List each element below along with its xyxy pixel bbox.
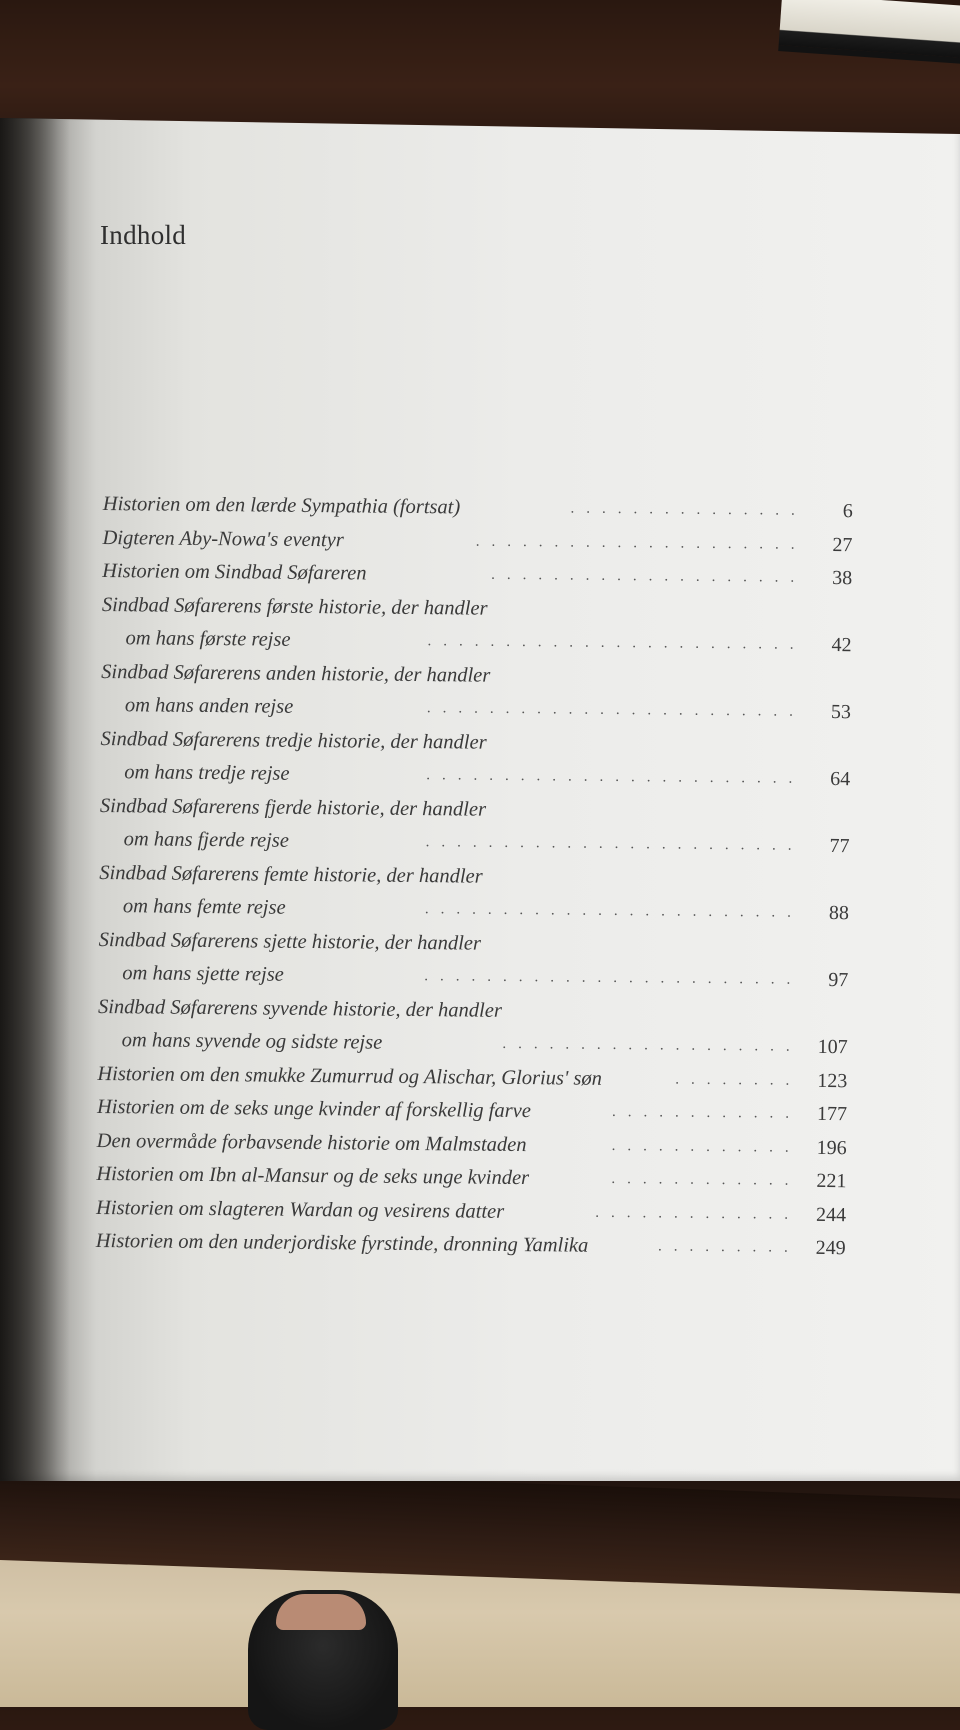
toc-entry-title: Den overmåde forbavsende historie om Malmstaden xyxy=(96,1129,527,1156)
toc-page-number: 6 xyxy=(842,500,853,523)
toc-entry-title: Historien om Ibn al-Mansur og de seks unge kvinder xyxy=(96,1162,530,1190)
toc-dot-leader: ..................... xyxy=(475,533,807,553)
toc-entry-title: Sindbad Søfarerens anden historie, der handler xyxy=(101,660,491,687)
toc-entry-title: Historien om Sindbad Søfareren xyxy=(102,559,367,585)
toc-entry-title: om hans anden rejse xyxy=(124,694,294,718)
toc-dot-leader: ........ xyxy=(675,1071,802,1089)
toc-dot-leader: ............ xyxy=(611,1103,802,1122)
toc-entry-title: Historien om de seks unge kvinder af forskellig farve xyxy=(96,1095,531,1123)
toc-entry-title: Digteren Aby-Nowa's eventyr xyxy=(102,526,344,551)
toc-entry-title: om hans tredje rejse xyxy=(124,761,290,785)
toc-dot-leader: ........................ xyxy=(424,901,804,921)
toc-page-number: 88 xyxy=(828,901,850,925)
ankle xyxy=(276,1594,366,1630)
toc-page-number: 77 xyxy=(829,834,850,858)
toc-dot-leader: ........................ xyxy=(424,968,803,988)
toc-page-number: 38 xyxy=(832,567,853,590)
toc-dot-leader: ............. xyxy=(595,1204,801,1223)
toc-page-number: 107 xyxy=(817,1035,848,1059)
toc-page-number: 221 xyxy=(816,1169,847,1193)
toc-page-number: 244 xyxy=(815,1203,847,1226)
toc-page-number: 42 xyxy=(831,634,852,657)
toc-dot-leader: ............... xyxy=(570,500,807,519)
spine-shadow xyxy=(0,118,70,1481)
toc-page-number: 249 xyxy=(815,1236,846,1260)
toc-page-number: 27 xyxy=(832,533,853,556)
toc-dot-leader: ........................ xyxy=(426,700,805,720)
toc-page-number: 123 xyxy=(817,1069,848,1092)
toc-dot-leader: ................... xyxy=(502,1035,802,1055)
toc-entry-title: Sindbad Søfarerens syvende historie, der handler xyxy=(97,995,502,1022)
background-book xyxy=(778,0,960,65)
toc-page-number: 97 xyxy=(828,968,849,992)
toc-dot-leader: ......... xyxy=(657,1238,800,1256)
toc-entry-title: om hans syvende og sidste rejse xyxy=(121,1029,383,1054)
page-title: Indhold xyxy=(100,220,187,250)
toc-entry-title: om hans femte rejse xyxy=(122,895,286,919)
toc-dot-leader: ........................ xyxy=(425,834,804,854)
toc-entry-title: Historien om den lærde Sympathia (fortsat) xyxy=(102,492,461,519)
toc-dot-leader: ........................ xyxy=(427,633,806,653)
toc-dot-leader: ............ xyxy=(611,1170,801,1189)
toc-entry-title: om hans fjerde rejse xyxy=(123,828,290,852)
toc-page-number: 53 xyxy=(830,700,851,724)
toc-entry-title: Historien om den smukke Zumurrud og Alischar, Glorius' søn xyxy=(97,1062,603,1090)
toc-entry-title: Sindbad Søfarerens femte historie, der handler xyxy=(99,861,483,888)
toc-page-number: 64 xyxy=(830,767,851,791)
toc-entry-title: Historien om slagteren Wardan og vesirens datter xyxy=(95,1196,505,1223)
toc-entry-title: Sindbad Søfarerens første historie, der handler xyxy=(101,593,488,620)
toc-page-number: 177 xyxy=(816,1102,848,1126)
toc-page-number: 196 xyxy=(816,1136,847,1159)
toc-entry-title: om hans første rejse xyxy=(125,627,291,651)
table-of-contents xyxy=(96,488,863,1266)
toc-entry-title: Historien om den underjordiske fyrstinde, dronning Yamlika xyxy=(95,1229,589,1257)
toc-dot-leader: ........................ xyxy=(426,767,805,787)
toc-entry-title: Sindbad Søfarerens tredje historie, der handler xyxy=(100,727,487,754)
toc-entry-title: om hans sjette rejse xyxy=(122,962,284,986)
toc-entry-title: Sindbad Søfarerens fjerde historie, der handler xyxy=(99,794,487,821)
toc-dot-leader: ............ xyxy=(611,1137,801,1156)
toc-entry-title: Sindbad Søfarerens sjette historie, der handler xyxy=(98,928,482,955)
toc-dot-leader: .................... xyxy=(491,566,807,586)
